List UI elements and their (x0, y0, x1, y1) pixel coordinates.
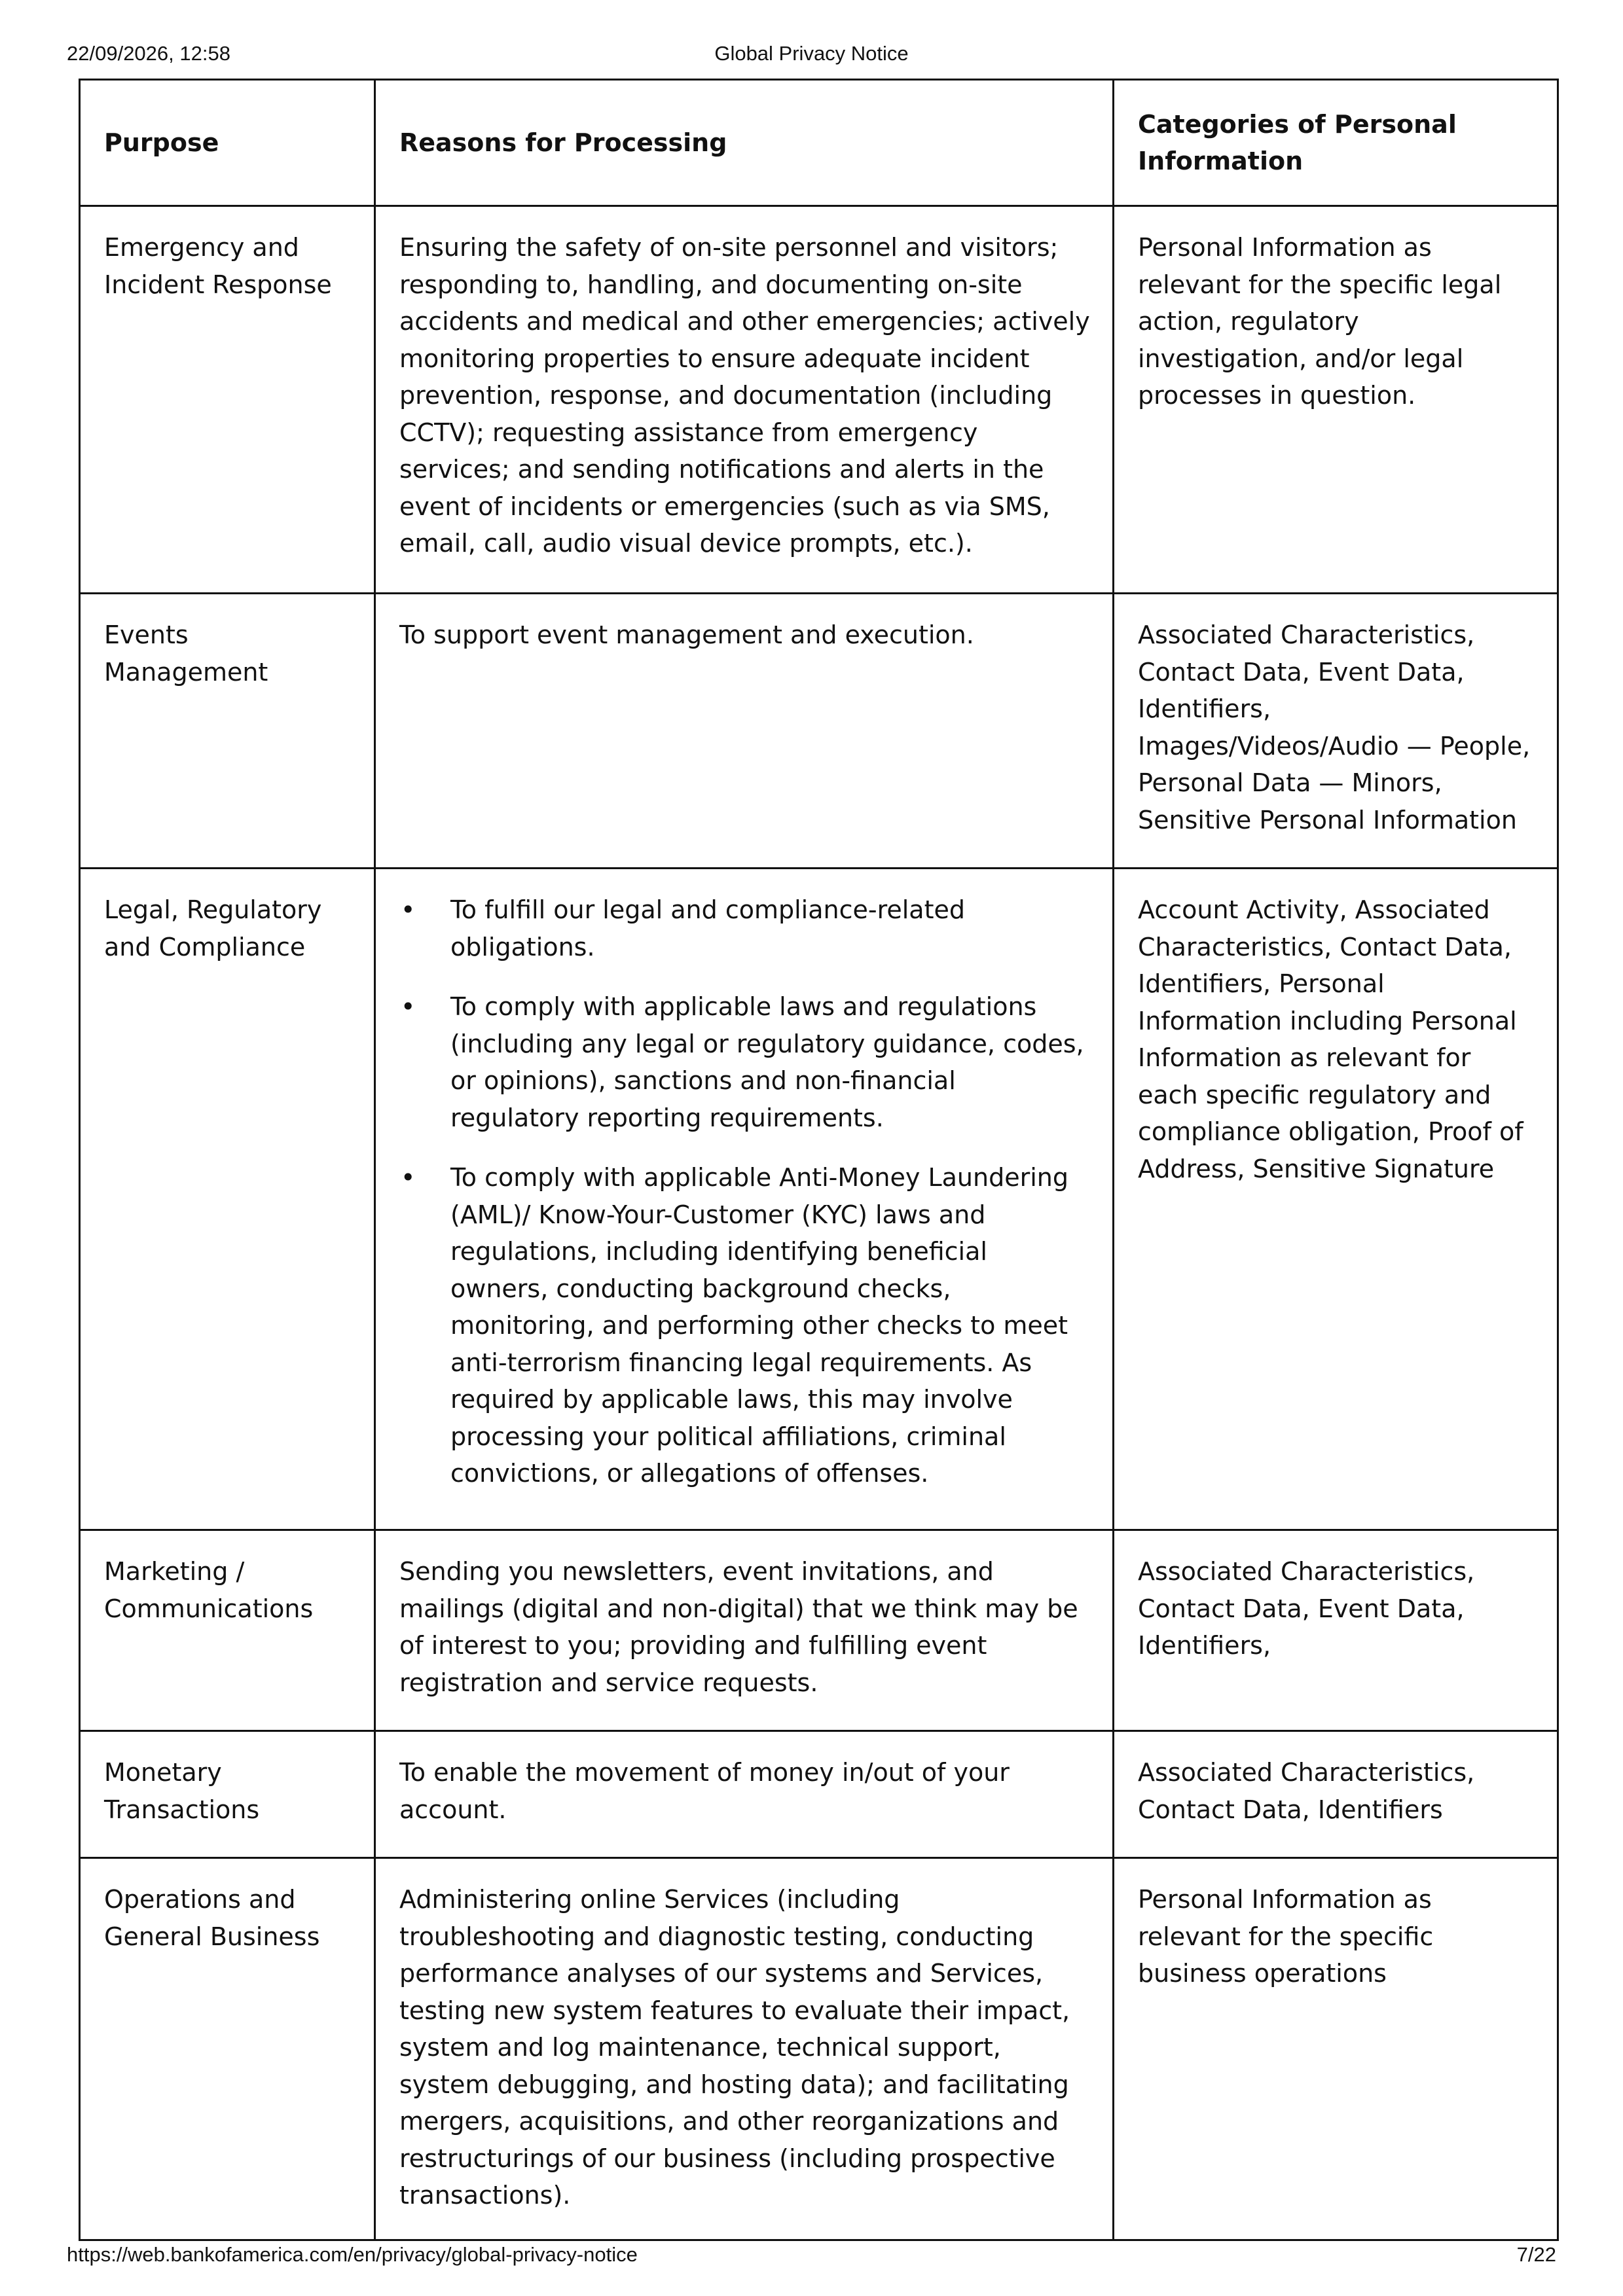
list-item (401, 1159, 1090, 1492)
table-row (80, 1530, 1558, 1731)
print-header (67, 41, 1556, 67)
header-purpose: Purpose (80, 80, 375, 206)
cell-purpose: Marketing / Communications (80, 1530, 375, 1731)
table-row (80, 1731, 1558, 1858)
cell-categories: Associated Characteristics, Contact Data, Identifiers (1114, 1731, 1558, 1858)
cell-categories: Personal Information as relevant for the specific legal action, regulatory investigation, and/or legal processes in question. (1114, 206, 1558, 594)
cell-reasons: To support event management and execution. (375, 594, 1114, 869)
table-row (80, 594, 1558, 869)
page-number: 7/22 (1516, 2243, 1556, 2266)
table-row (80, 1858, 1558, 2240)
cell-reasons: Ensuring the safety of on-site personnel and visitors; responding to, handling, and documenting on-site accidents and medical and other emergencies; actively monitoring properties to ensure adequate incident prevention, response, and documentation (including CCTV); requesting assistance from emergency services; and sending notifications and alerts in the event of incidents or emergencies (such as via SMS, email, call, audio visual device prompts, etc.). (375, 206, 1114, 594)
cell-categories: Personal Information as relevant for the specific business operations (1114, 1858, 1558, 2240)
print-datetime: 22/09/2026, 12:58 (67, 42, 230, 65)
cell-reasons: Sending you newsletters, event invitations, and mailings (digital and non-digital) that we think may be of interest to you; providing and fulfilling event registration and service requests. (375, 1530, 1114, 1731)
list-item (401, 891, 1090, 965)
list-item-text: To comply with applicable Anti-Money Laundering (AML)/ Know-Your-Customer (KYC) laws and regulations, including identifying beneficial owners, conducting background checks, monitoring, and performing other checks to meet anti-terrorism financing legal requirements. As required by applicable laws, this may involve processing your political affiliations, criminal convictions, or allegations of offenses. (450, 1163, 1068, 1488)
bullet-icon: • (401, 992, 416, 1021)
print-footer (67, 2242, 1556, 2268)
cell-reasons: Administering online Services (including troubleshooting and diagnostic testing, conducting performance analyses of our systems and Services, testing new system features to evaluate their impact, system and log maintenance, technical support, system debugging, and hosting data); and facilitating mergers, acquisitions, and other reorganizations and restructurings of our business (including prospective transactions). (375, 1858, 1114, 2240)
list-item-text: To comply with applicable laws and regulations (including any legal or regulatory guidance, codes, or opinions), sanctions and non-financial regulatory reporting requirements. (450, 992, 1084, 1132)
header-reasons: Reasons for Processing (375, 80, 1114, 206)
cell-categories: Account Activity, Associated Characteristics, Contact Data, Identifiers, Personal Information including Personal Information as relevant for each specific regulatory and compliance obligation, Proof of Address, Sensitive Signature (1114, 869, 1558, 1530)
cell-reasons: To enable the movement of money in/out of your account. (375, 1731, 1114, 1858)
cell-categories: Associated Characteristics, Contact Data, Event Data, Identifiers, Images/Videos/Audio — People, Personal Data — Minors, Sensitive Personal Information (1114, 594, 1558, 869)
print-page-title: Global Privacy Notice (714, 42, 909, 65)
cell-purpose: Operations and General Business (80, 1858, 375, 2240)
privacy-purposes-table (79, 79, 1559, 2241)
cell-categories: Associated Characteristics, Contact Data, Event Data, Identifiers, (1114, 1530, 1558, 1731)
table-row (80, 206, 1558, 594)
reasons-bullet-list (399, 891, 1090, 1492)
cell-reasons (375, 869, 1114, 1530)
cell-purpose: Events Management (80, 594, 375, 869)
table-header-row (80, 80, 1558, 206)
page-url: https://web.bankofamerica.com/en/privacy/global-privacy-notice (67, 2243, 638, 2266)
cell-purpose: Emergency and Incident Response (80, 206, 375, 594)
bullet-icon: • (401, 1163, 416, 1192)
header-categories: Categories of Personal Information (1114, 80, 1558, 206)
list-item-text: To fulfill our legal and compliance-related obligations. (450, 895, 965, 961)
list-item (401, 988, 1090, 1136)
table-row (80, 869, 1558, 1530)
cell-purpose: Monetary Transactions (80, 1731, 375, 1858)
bullet-icon: • (401, 895, 416, 924)
cell-purpose: Legal, Regulatory and Compliance (80, 869, 375, 1530)
